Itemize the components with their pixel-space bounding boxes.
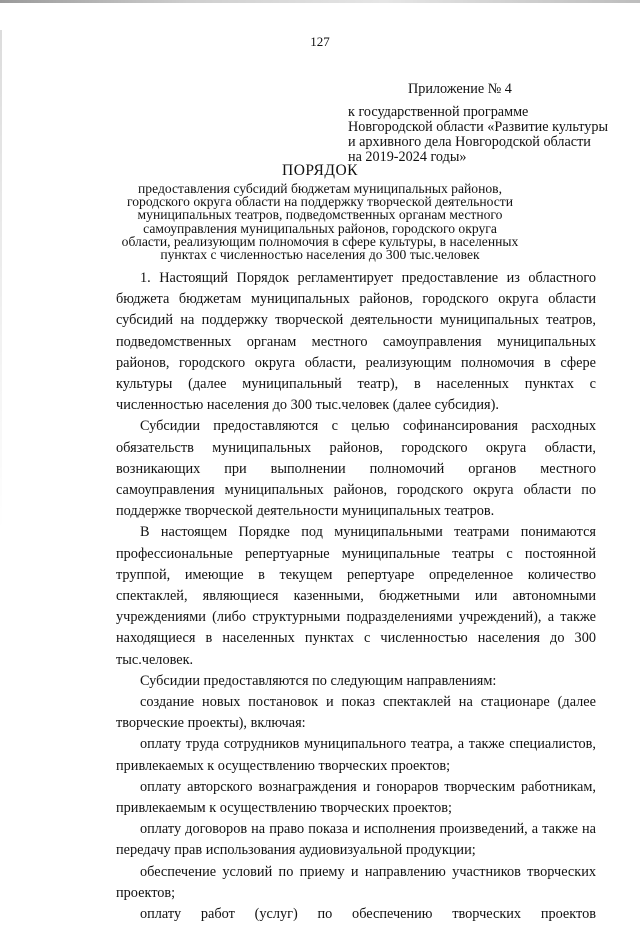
paragraph: оплату работ (услуг) по обеспечению творческих проектов (140, 906, 596, 923)
appendix-block (348, 82, 608, 165)
paragraph: создание новых постановок и показ спектаклей на стационаре (далее творческие проекты), включая: (116, 694, 596, 732)
appendix-text: к государственной программе Новгородской области «Развитие культуры и архивного дела Новгородской области на 2019-2024 годы» (348, 104, 608, 165)
appendix-title: Приложение № 4 (408, 81, 512, 97)
paragraph: оплату договоров на право показа и исполнения произведений, а также на передачу прав использования аудиовизуальной продукции; (116, 821, 596, 859)
document-title: ПОРЯДОК (282, 162, 358, 179)
paragraph: оплату труда сотрудников муниципального театра, а также специалистов, привлекаемых к осуществлению творческих проектов; (116, 736, 596, 774)
paragraph: Субсидии предоставляются по следующим направлениям: (140, 672, 497, 689)
page-number: 127 (310, 34, 330, 49)
scan-edge-top (0, 0, 640, 3)
paragraph: 1. Настоящий Порядок регламентирует предоставление из областного бюджета бюджетам муниципальных районов, городского округа области субсидий на поддержку творческой деятельности муниципальных театров, подведомственных органам местного самоуправления муниципальных районов, городского округа области, реализующим полномочия в сфере культуры (далее муниципальный театр), в населенных пунктах с численностью населения до 300 тыс.человек (далее субсидия). (116, 270, 596, 414)
paragraph: обеспечение условий по приему и направлению участников творческих проектов; (116, 863, 596, 901)
paragraph: В настоящем Порядке под муниципальными театрами понимаются профессиональные репертуарные муниципальные театры с постоянной труппой, имеющие в текущем репертуаре определенное количество спектаклей, являющиеся казенными, бюджетными или автономными учреждениями (либо структурными подразделениями учреждений), а также находящиеся в населенных пунктах с численностью населения до 300 тыс.человек. (116, 524, 596, 668)
paragraph: Субсидии предоставляются с целью софинансирования расходных обязательств муниципальных районов, городского округа области, возникающих при выполнении полномочий органов местного самоуправления муниципальных районов, городского округа области по поддержке творческой деятельности муниципальных театров. (116, 418, 596, 520)
paragraph: оплату авторского вознаграждения и гонораров творческим работникам, привлекаемым к осуществлению творческих проектов; (116, 778, 596, 817)
scan-edge-left (0, 30, 2, 530)
document-body (116, 268, 596, 925)
document-subtitle: предоставления субсидий бюджетам муниципальных районов, городского округа области на поддержку творческой деятельности муниципальных театров, подведомственных органам местного самоуправления муниципальных районов, городского округа области, реализующим полномочия в сфере культуры, в населенных пунктах с численностью населения до 300 тыс.человек (121, 181, 519, 263)
